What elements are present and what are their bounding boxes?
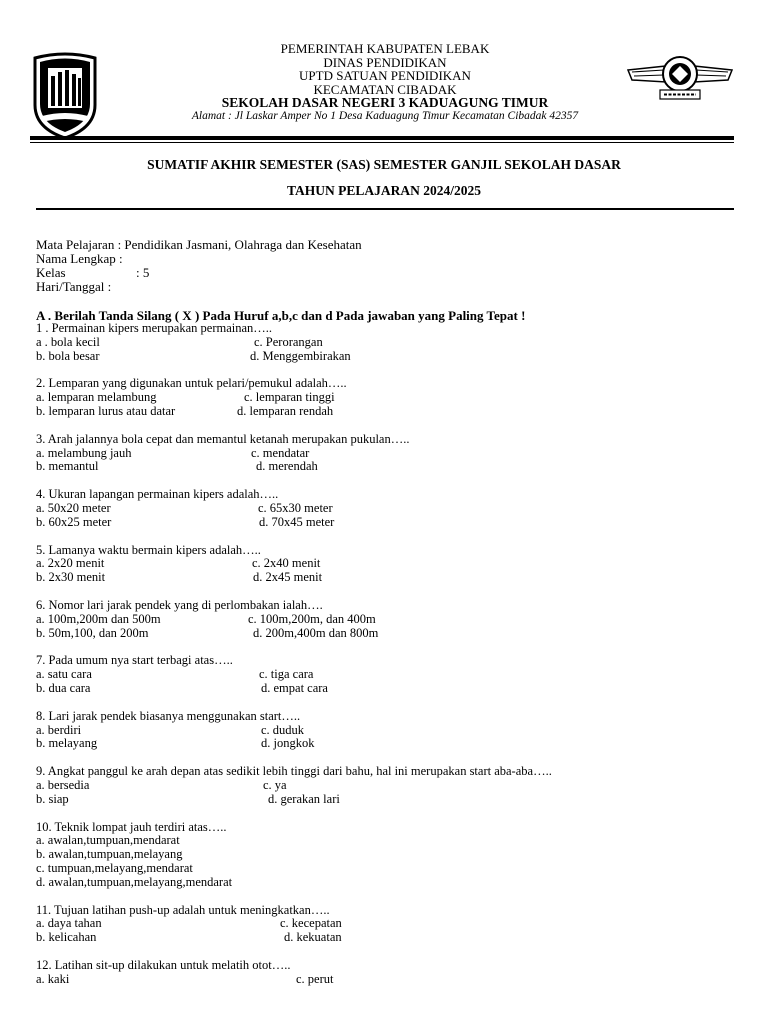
option-a: a. 2x20 menit [36, 556, 105, 571]
name-line: Nama Lengkap : [36, 251, 123, 266]
school-winged-emblem-icon [626, 52, 734, 102]
option-b: b. dua cara [36, 680, 91, 695]
question-item [36, 710, 736, 751]
question-stem: 4. Ukuran lapangan permainan kipers adalah….. [36, 487, 279, 502]
option-c: c. mendatar [251, 445, 310, 460]
question-stem: 11. Tujuan latihan push-up adalah untuk meningkatkan….. [36, 902, 330, 917]
option-b: b. bola besar [36, 348, 100, 363]
class-line [36, 266, 362, 280]
question-item [36, 959, 736, 987]
class-value: : 5 [136, 265, 150, 280]
option-b: b. kelicahan [36, 930, 97, 945]
option-c: c. duduk [261, 722, 305, 737]
question-item [36, 377, 736, 418]
question-stem: 9. Angkat panggul ke arah depan atas sedikit lebih tinggi dari bahu, hal ini merupakan start aba-aba….. [36, 764, 552, 779]
option-c: c. lemparan tinggi [244, 390, 335, 405]
letterhead-agency: DINAS PENDIDIKAN [323, 54, 447, 70]
option-d: d. gerakan lari [268, 791, 340, 806]
school-address: Alamat : Jl Laskar Amper No 1 Desa Kaduagung Timur Kecamatan Cibadak 42357 [191, 109, 579, 122]
letterhead-unit: UPTD SATUAN PENDIDIKAN [299, 68, 471, 83]
option-d: d. lemparan rendah [237, 403, 334, 418]
student-identity [36, 238, 362, 294]
option-c: c. kecepatan [280, 916, 342, 931]
option-a: a. 50x20 meter [36, 500, 111, 515]
option-c: c. ya [263, 777, 287, 792]
question-stem: 10. Teknik lompat jauh terdiri atas….. [36, 819, 227, 834]
class-label: Kelas [36, 265, 66, 280]
option-a: a. awalan,tumpuan,mendarat [36, 833, 180, 848]
regency-crest-icon [30, 50, 100, 140]
question-item [36, 322, 736, 363]
option-a: a. 100m,200m dan 500m [36, 611, 161, 626]
exam-year: TAHUN PELAJARAN 2024/2025 [286, 183, 481, 198]
letterhead [150, 42, 620, 123]
option-b: b. lemparan lurus atau datar [36, 403, 176, 418]
option-b: b. siap [36, 791, 69, 806]
option-a: a. bersedia [36, 777, 90, 792]
question-item [36, 904, 736, 945]
question-item [36, 821, 736, 890]
option-c: c. tiga cara [259, 667, 314, 682]
question-stem: 6. Nomor lari jarak pendek yang di perlombakan ialah…. [36, 597, 323, 612]
title-divider [36, 208, 734, 210]
option-b: b. 50m,100, dan 200m [36, 625, 149, 640]
question-item [36, 599, 736, 640]
option-d: d. awalan,tumpuan,melayang,mendarat [36, 874, 233, 889]
option-b: b. melayang [36, 736, 98, 751]
question-stem: 12. Latihan sit-up dilakukan untuk melatih otot….. [36, 957, 291, 972]
date-line: Hari/Tanggal : [36, 279, 112, 294]
option-d: d. 2x45 menit [253, 570, 323, 585]
option-d: d. 200m,400m dan 800m [253, 625, 379, 640]
question-list [36, 322, 736, 1000]
option-a: a. kaki [36, 971, 70, 986]
question-item [36, 544, 736, 585]
option-c: c. 100m,200m, dan 400m [248, 611, 376, 626]
option-b: b. 60x25 meter [36, 514, 112, 529]
question-stem: 3. Arah jalannya bola cepat dan memantul ketanah merupakan pukulan….. [36, 431, 410, 446]
question-item [36, 433, 736, 474]
question-stem: 8. Lari jarak pendek biasanya menggunakan start….. [36, 708, 301, 723]
option-a: a. satu cara [36, 667, 92, 682]
question-stem: 5. Lamanya waktu bermain kipers adalah….. [36, 542, 261, 557]
letterhead-district: KECAMATAN CIBADAK [313, 81, 457, 97]
option-d: d. merendah [256, 459, 318, 474]
option-d: d. kekuatan [284, 930, 342, 945]
subject-line: Mata Pelajaran : Pendidikan Jasmani, Olahraga dan Kesehatan [36, 237, 362, 252]
option-a: a. lemparan melambung [36, 390, 157, 405]
question-stem: 1 . Permainan kipers merupakan permainan….. [36, 321, 273, 335]
option-c: c. perut [296, 971, 334, 986]
question-item [36, 654, 736, 695]
option-a: a. berdiri [36, 722, 82, 737]
question-stem: 2. Lemparan yang digunakan untuk pelari/pemukul adalah….. [36, 376, 347, 391]
option-a: a. melambung jauh [36, 445, 132, 460]
letterhead-government: PEMERINTAH KABUPATEN LEBAK [280, 41, 490, 56]
option-a: a . bola kecil [36, 334, 100, 349]
option-c: c. Perorangan [254, 334, 323, 349]
option-c: c. tumpuan,melayang,mendarat [36, 860, 193, 875]
option-d: d. Menggembirakan [250, 348, 351, 363]
option-b: b. awalan,tumpuan,melayang [36, 847, 183, 862]
option-a: a. daya tahan [36, 916, 102, 931]
option-b: b. memantul [36, 459, 99, 474]
option-c: c. 65x30 meter [258, 500, 333, 515]
option-d: d. 70x45 meter [259, 514, 335, 529]
section-a-instruction: A . Berilah Tanda Silang ( X ) Pada Huruf a,b,c dan d Pada jawaban yang Paling Tepat ! [36, 308, 526, 323]
option-d: d. empat cara [261, 680, 328, 695]
option-c: c. 2x40 menit [252, 556, 321, 571]
option-d: d. jongkok [261, 736, 315, 751]
letterhead-divider-thin [30, 142, 734, 143]
question-item [36, 765, 736, 806]
question-item [36, 488, 736, 529]
option-b: b. 2x30 menit [36, 570, 106, 585]
school-name: SEKOLAH DASAR NEGERI 3 KADUAGUNG TIMUR [221, 95, 549, 110]
letterhead-divider-thick [30, 136, 734, 140]
question-stem: 7. Pada umum nya start terbagi atas….. [36, 653, 233, 668]
exam-title: SUMATIF AKHIR SEMESTER (SAS) SEMESTER GANJIL SEKOLAH DASAR [147, 157, 621, 172]
